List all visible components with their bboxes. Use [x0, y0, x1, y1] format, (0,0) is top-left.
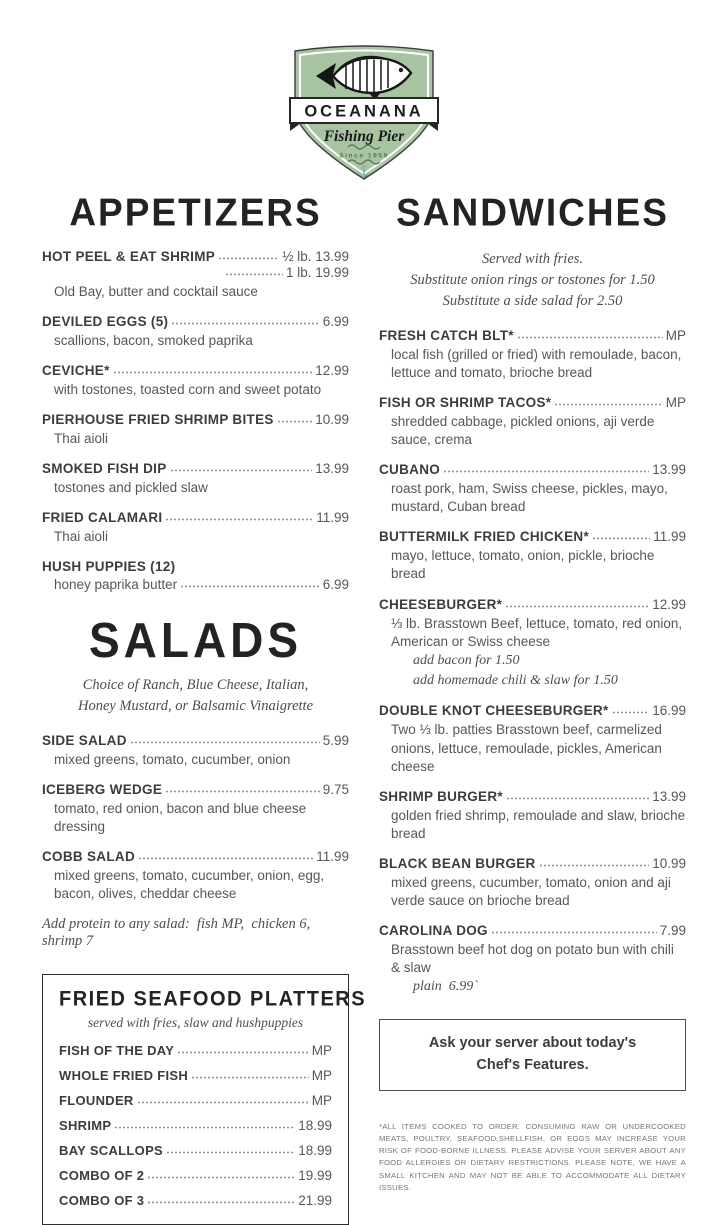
menu-item: [42, 849, 349, 903]
item-title-row: [379, 529, 686, 544]
item-desc: mixed greens, tomato, cucumber, onion, egg, bacon, olives, cheddar cheese: [54, 867, 325, 901]
menu-item: [59, 1118, 332, 1133]
item-desc: shredded cabbage, pickled onions, aji verde sauce, crema: [391, 414, 655, 448]
leader-dots: [191, 1075, 309, 1079]
item-name: COMBO OF 3: [59, 1193, 145, 1209]
item-price: 13.99: [652, 462, 686, 478]
menu-item: [59, 1193, 332, 1208]
item-title-row: [42, 314, 349, 329]
item-name: CAROLINA DOG: [379, 922, 488, 938]
item-name: FISH OF THE DAY: [59, 1043, 175, 1059]
menu-item: [59, 1093, 332, 1108]
appetizers-list: [42, 249, 349, 592]
leader-dots: [147, 1200, 295, 1204]
anchor-icon: ⚓: [357, 167, 371, 178]
item-name: HUSH PUPPIES (12): [42, 559, 176, 575]
restaurant-logo: [0, 0, 728, 184]
item-title-row: [42, 849, 349, 864]
item-title-row: [379, 462, 686, 477]
leader-dots: [517, 335, 663, 339]
salads-list: [42, 733, 349, 903]
chef-features-line2: Chef's Features.: [476, 1056, 589, 1073]
item-price-2: 1 lb. 19.99: [285, 264, 349, 280]
item-price: 5.99: [322, 732, 349, 748]
item-desc: with tostones, toasted corn and sweet potato: [54, 382, 322, 397]
item-name: CUBANO: [379, 462, 441, 478]
leader-dots: [218, 256, 279, 260]
menu-item: [379, 462, 686, 516]
menu-item: [379, 856, 686, 910]
item-price: 13.99: [315, 461, 349, 477]
item-desc: honey paprika butter: [54, 577, 178, 593]
section-title-platters: FRIED SEAFOOD PLATTERS: [59, 987, 367, 1011]
item-desc: scallions, bacon, smoked paprika: [54, 332, 253, 348]
item-price: 6.99: [322, 313, 349, 329]
item-title-row: [379, 395, 686, 410]
item-price: 7.99: [659, 922, 686, 938]
item-name: BLACK BEAN BURGER: [379, 855, 536, 871]
item-desc: mixed greens, tomato, cucumber, onion: [54, 751, 291, 767]
item-desc: roast pork, ham, Swiss cheese, pickles, mayo, mustard, Cuban bread: [391, 481, 668, 515]
item-title-row: [42, 510, 349, 525]
item-price-row-2: [42, 265, 349, 280]
item-price: MP: [311, 1093, 332, 1109]
item-desc: local fish (grilled or fried) with remoulade, bacon, lettuce and tomato, brioche bread: [391, 346, 682, 380]
item-title-row: [379, 856, 686, 871]
logo-name: OCEANANA: [304, 102, 424, 121]
item-name: CHEESEBURGER*: [379, 596, 503, 612]
menu-item: [42, 559, 349, 592]
leader-dots: [506, 796, 649, 800]
section-title-appetizers: APPETIZERS: [69, 190, 322, 235]
leader-dots: [130, 740, 320, 744]
menu-item: [42, 412, 349, 448]
menu-item: [379, 923, 686, 997]
item-price: 12.99: [652, 596, 686, 612]
menu-item: [42, 363, 349, 399]
item-name: COMBO OF 2: [59, 1168, 145, 1184]
platters-subtitle: served with fries, slaw and hushpuppies: [87, 1015, 304, 1031]
item-title-row: [379, 789, 686, 804]
section-title-salads: SALADS: [88, 612, 303, 668]
item-price: ½ lb. 13.99: [282, 248, 349, 264]
item-desc: tomato, red onion, bacon and blue cheese dressing: [54, 800, 307, 834]
item-price: 16.99: [652, 703, 686, 719]
item-name: SHRIMP: [59, 1118, 112, 1134]
sandwiches-subtitle-line3: Substitute a side salad for 2.50: [442, 292, 623, 309]
section-title-sandwiches: SANDWICHES: [396, 190, 669, 235]
menu-columns: [0, 184, 728, 1225]
leader-dots: [166, 1150, 295, 1154]
menu-item: [379, 597, 686, 691]
item-desc: mixed greens, cucumber, tomato, onion and aji verde sauce on brioche bread: [391, 874, 671, 908]
item-desc: Thai aioli: [54, 431, 109, 447]
salads-subtitle-line1: Choice of Ranch, Blue Cheese, Italian,: [82, 676, 309, 693]
left-column: [42, 190, 367, 1225]
item-name: FRESH CATCH BLT*: [379, 327, 514, 343]
item-title-row: [379, 703, 686, 718]
menu-item: [42, 314, 349, 350]
chef-features-box: [379, 1019, 686, 1091]
fried-seafood-platters-box: [42, 974, 367, 1225]
menu-item: [42, 461, 349, 497]
item-price: 12.99: [315, 363, 349, 378]
item-price: 11.99: [316, 510, 349, 526]
item-desc-row: [42, 577, 349, 592]
item-price: 9.75: [322, 781, 349, 797]
item-title-row: [42, 412, 349, 427]
item-title-row: [42, 559, 349, 574]
right-column: [379, 192, 686, 1225]
menu-item: [42, 510, 349, 546]
item-title-row: [59, 1118, 332, 1133]
logo-badge-icon: [288, 38, 440, 184]
sandwiches-subtitle-line2: Substitute onion rings or tostones for 1.50: [410, 271, 655, 288]
leader-dots: [171, 321, 319, 325]
menu-item: [379, 703, 686, 775]
item-name: FISH OR SHRIMP TACOS*: [379, 395, 552, 411]
item-title-row: [42, 782, 349, 797]
item-title-row: [59, 1093, 332, 1108]
item-title-row: [42, 363, 349, 378]
item-price: 11.99: [316, 848, 349, 864]
item-price: 13.99: [652, 788, 686, 804]
item-name: COBB SALAD: [42, 848, 135, 864]
item-title-row: [59, 1193, 332, 1208]
leader-dots: [165, 789, 320, 793]
item-name: SHRIMP BURGER*: [379, 788, 503, 804]
leader-dots: [491, 930, 657, 934]
item-price: 21.99: [298, 1193, 332, 1209]
salads-subtitle-line2: Honey Mustard, or Balsamic Vinaigrette: [77, 697, 314, 714]
item-name: DEVILED EGGS (5): [42, 313, 169, 329]
item-name: DOUBLE KNOT CHEESEBURGER*: [379, 703, 609, 719]
leader-dots: [225, 272, 283, 276]
item-name: PIERHOUSE FRIED SHRIMP BITES: [42, 412, 274, 428]
item-price: 11.99: [653, 529, 686, 545]
item-price: 6.99: [322, 577, 349, 593]
leader-dots: [170, 468, 313, 472]
item-title-row: [42, 733, 349, 748]
item-title-row: [59, 1143, 332, 1158]
menu-item: [379, 789, 686, 843]
item-title-row: [379, 923, 686, 938]
leader-dots: [592, 536, 650, 540]
item-note: add homemade chili & slaw for 1.50: [413, 672, 618, 688]
item-title-row: [379, 597, 686, 612]
platters-list: [59, 1043, 332, 1208]
logo-tagline: Fishing Pier: [323, 128, 405, 145]
leader-dots: [539, 863, 650, 867]
menu-item: [42, 733, 349, 769]
leader-dots: [554, 402, 662, 406]
item-price: 19.99: [298, 1168, 332, 1184]
item-desc: Brasstown beef hot dog on potato bun with chili & slaw: [391, 941, 674, 976]
item-name: BAY SCALLOPS: [59, 1143, 164, 1159]
item-title-row: [59, 1043, 332, 1058]
item-price: 18.99: [298, 1143, 332, 1159]
menu-item: [59, 1143, 332, 1158]
menu-item: [379, 529, 686, 583]
leader-dots: [138, 856, 313, 860]
menu-item: [59, 1068, 332, 1083]
item-name: FLOUNDER: [59, 1093, 134, 1109]
item-title-row: [42, 249, 349, 264]
leader-dots: [277, 419, 313, 423]
allergy-disclaimer: *ALL ITEMS COOKED TO ORDER. CONSUMING RAW OR UNDERCOOKED MEATS, POULTRY, SEAFOOD,SHELLFISH, OR EGGS MAY INCREASE YOUR RISK OF FOOD-BORNE ILLNESS. PLEASE ADVISE YOUR SERVER ABOUT ANY FOOD ALLERGIES OR DIETARY RESTRICTIONS. PLEASE NOTE, WE HAVE A SMALL KITCHEN AND MAY NOT BE ABLE TO ACCOMMODATE ALL DIETARY ISSUES.: [379, 1121, 686, 1193]
leader-dots: [114, 1125, 295, 1129]
leader-dots: [443, 469, 649, 473]
item-desc: golden fried shrimp, remoulade and slaw, brioche bread: [391, 807, 686, 841]
item-title-row: [379, 328, 686, 343]
item-name: ICEBERG WEDGE: [42, 781, 163, 797]
item-name: HOT PEEL & EAT SHRIMP: [42, 248, 216, 264]
item-desc: Thai aioli: [54, 529, 109, 545]
item-price: MP: [665, 395, 686, 411]
logo-since: Since 1959: [339, 152, 389, 160]
item-price: 10.99: [315, 412, 349, 428]
item-desc: tostones and pickled slaw: [54, 480, 208, 496]
item-desc: ⅓ lb. Brasstown Beef, lettuce, tomato, red onion, American or Swiss cheese: [391, 615, 683, 649]
leader-dots: [505, 604, 649, 608]
item-note: add bacon for 1.50: [413, 652, 520, 668]
item-title-row: [59, 1068, 332, 1083]
leader-dots: [165, 517, 313, 521]
leader-dots: [180, 584, 320, 588]
chef-features-line1: Ask your server about today's: [428, 1035, 637, 1051]
leader-dots: [113, 370, 313, 374]
item-desc: Old Bay, butter and cocktail sauce: [54, 283, 258, 299]
item-note: plain 6.99`: [413, 979, 478, 995]
item-desc: Two ⅓ lb. patties Brasstown beef, carmelized onions, lettuce, remoulade, pickles, American cheese: [391, 722, 662, 774]
menu-item: [379, 395, 686, 449]
item-name: CEVICHE*: [42, 363, 110, 378]
item-title-row: [42, 461, 349, 476]
sandwiches-list: [379, 328, 686, 997]
sandwiches-subtitle: [379, 249, 686, 312]
sandwiches-subtitle-line1: Served with fries.: [481, 250, 584, 267]
item-name: SMOKED FISH DIP: [42, 461, 167, 477]
salads-footnote: Add protein to any salad: fish MP, chicken 6, shrimp 7: [42, 916, 318, 950]
menu-item: [59, 1168, 332, 1183]
item-title-row: [59, 1168, 332, 1183]
item-name: BUTTERMILK FRIED CHICKEN*: [379, 529, 589, 545]
leader-dots: [147, 1175, 295, 1179]
item-price: 10.99: [652, 855, 686, 871]
leader-dots: [137, 1100, 309, 1104]
menu-item: [379, 328, 686, 382]
item-name: FRIED CALAMARI: [42, 510, 163, 526]
item-desc: mayo, lettuce, tomato, onion, pickle, brioche bread: [391, 548, 655, 582]
item-price: MP: [311, 1068, 332, 1084]
salads-subtitle: [42, 675, 349, 717]
menu-item: [42, 249, 349, 301]
leader-dots: [177, 1050, 308, 1054]
item-price: 18.99: [298, 1118, 332, 1134]
leader-dots: [612, 710, 650, 714]
menu-item: [59, 1043, 332, 1058]
item-price: MP: [311, 1043, 332, 1059]
item-name: WHOLE FRIED FISH: [59, 1068, 189, 1084]
item-name: SIDE SALAD: [42, 732, 127, 748]
item-price: MP: [665, 327, 686, 343]
menu-item: [42, 782, 349, 836]
